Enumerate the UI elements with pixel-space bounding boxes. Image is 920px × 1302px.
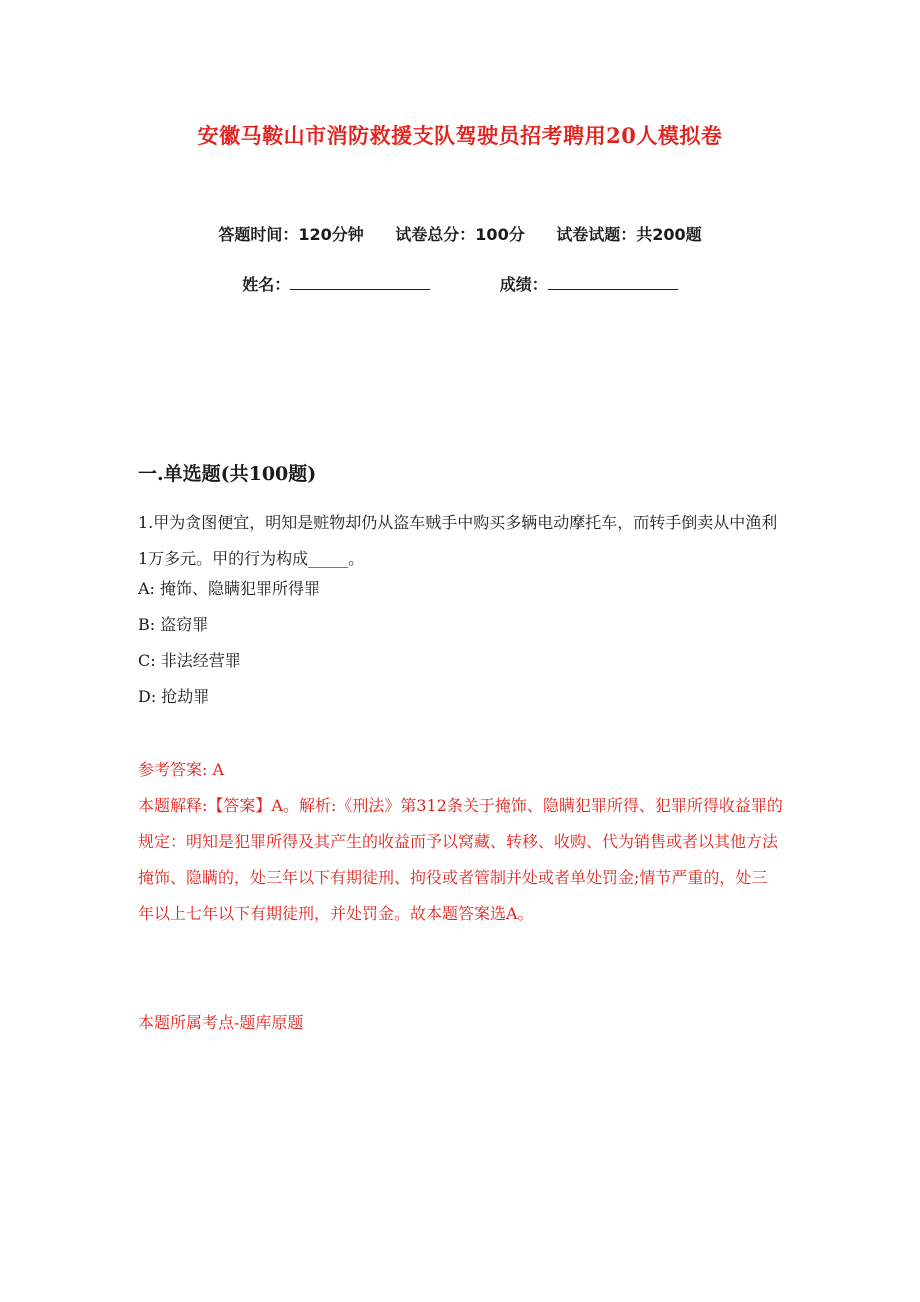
candidate-fields — [0, 272, 920, 295]
exam-meta — [0, 222, 920, 245]
exam-title: 安徽马鞍山市消防救援支队驾驶员招考聘用20人模拟卷 — [197, 123, 723, 148]
score-label: 成绩： — [499, 275, 548, 294]
option-d: D: 抢劫罪 — [138, 687, 210, 706]
question-text: 1.甲为贪图便宜，明知是赃物却仍从盗车贼手中购买多辆电动摩托车，而转手倒卖从中渔利1万多元。甲的行为构成_____。 — [138, 513, 778, 568]
name-blank — [290, 275, 430, 290]
exam-time: 答题时间：120分钟 — [218, 225, 364, 244]
option-a: A: 掩饰、隐瞒犯罪所得罪 — [138, 579, 321, 598]
exam-total-score: 试卷总分：100分 — [395, 225, 525, 244]
score-blank — [548, 275, 678, 290]
question-topic: 本题所属考点-题库原题 — [138, 1013, 304, 1032]
reference-answer: 参考答案: A — [138, 760, 225, 779]
score-field — [500, 272, 678, 295]
option-c: C: 非法经营罪 — [138, 651, 241, 670]
name-label: 姓名： — [242, 275, 291, 294]
name-field — [242, 272, 430, 295]
option-list — [138, 571, 320, 715]
exam-question-count: 试卷试题：共200题 — [556, 225, 702, 244]
answer-explanation: 本题解释:【答案】A。解析:《刑法》第312条关于掩饰、隐瞒犯罪所得、犯罪所得收益罪的规定：明知是犯罪所得及其产生的收益而予以窝藏、转移、收购、代为销售或者以其他方法掩饰、隐瞒的，处三年以下有期徒刑、拘役或者管制并处或者单处罚金;情节严重的，处三年以上七年以下有期徒刑，并处罚金。故本题答案选A。 — [138, 796, 783, 923]
option-b: B: 盗窃罪 — [138, 615, 209, 634]
section-heading: 一.单选题(共100题) — [138, 463, 317, 485]
